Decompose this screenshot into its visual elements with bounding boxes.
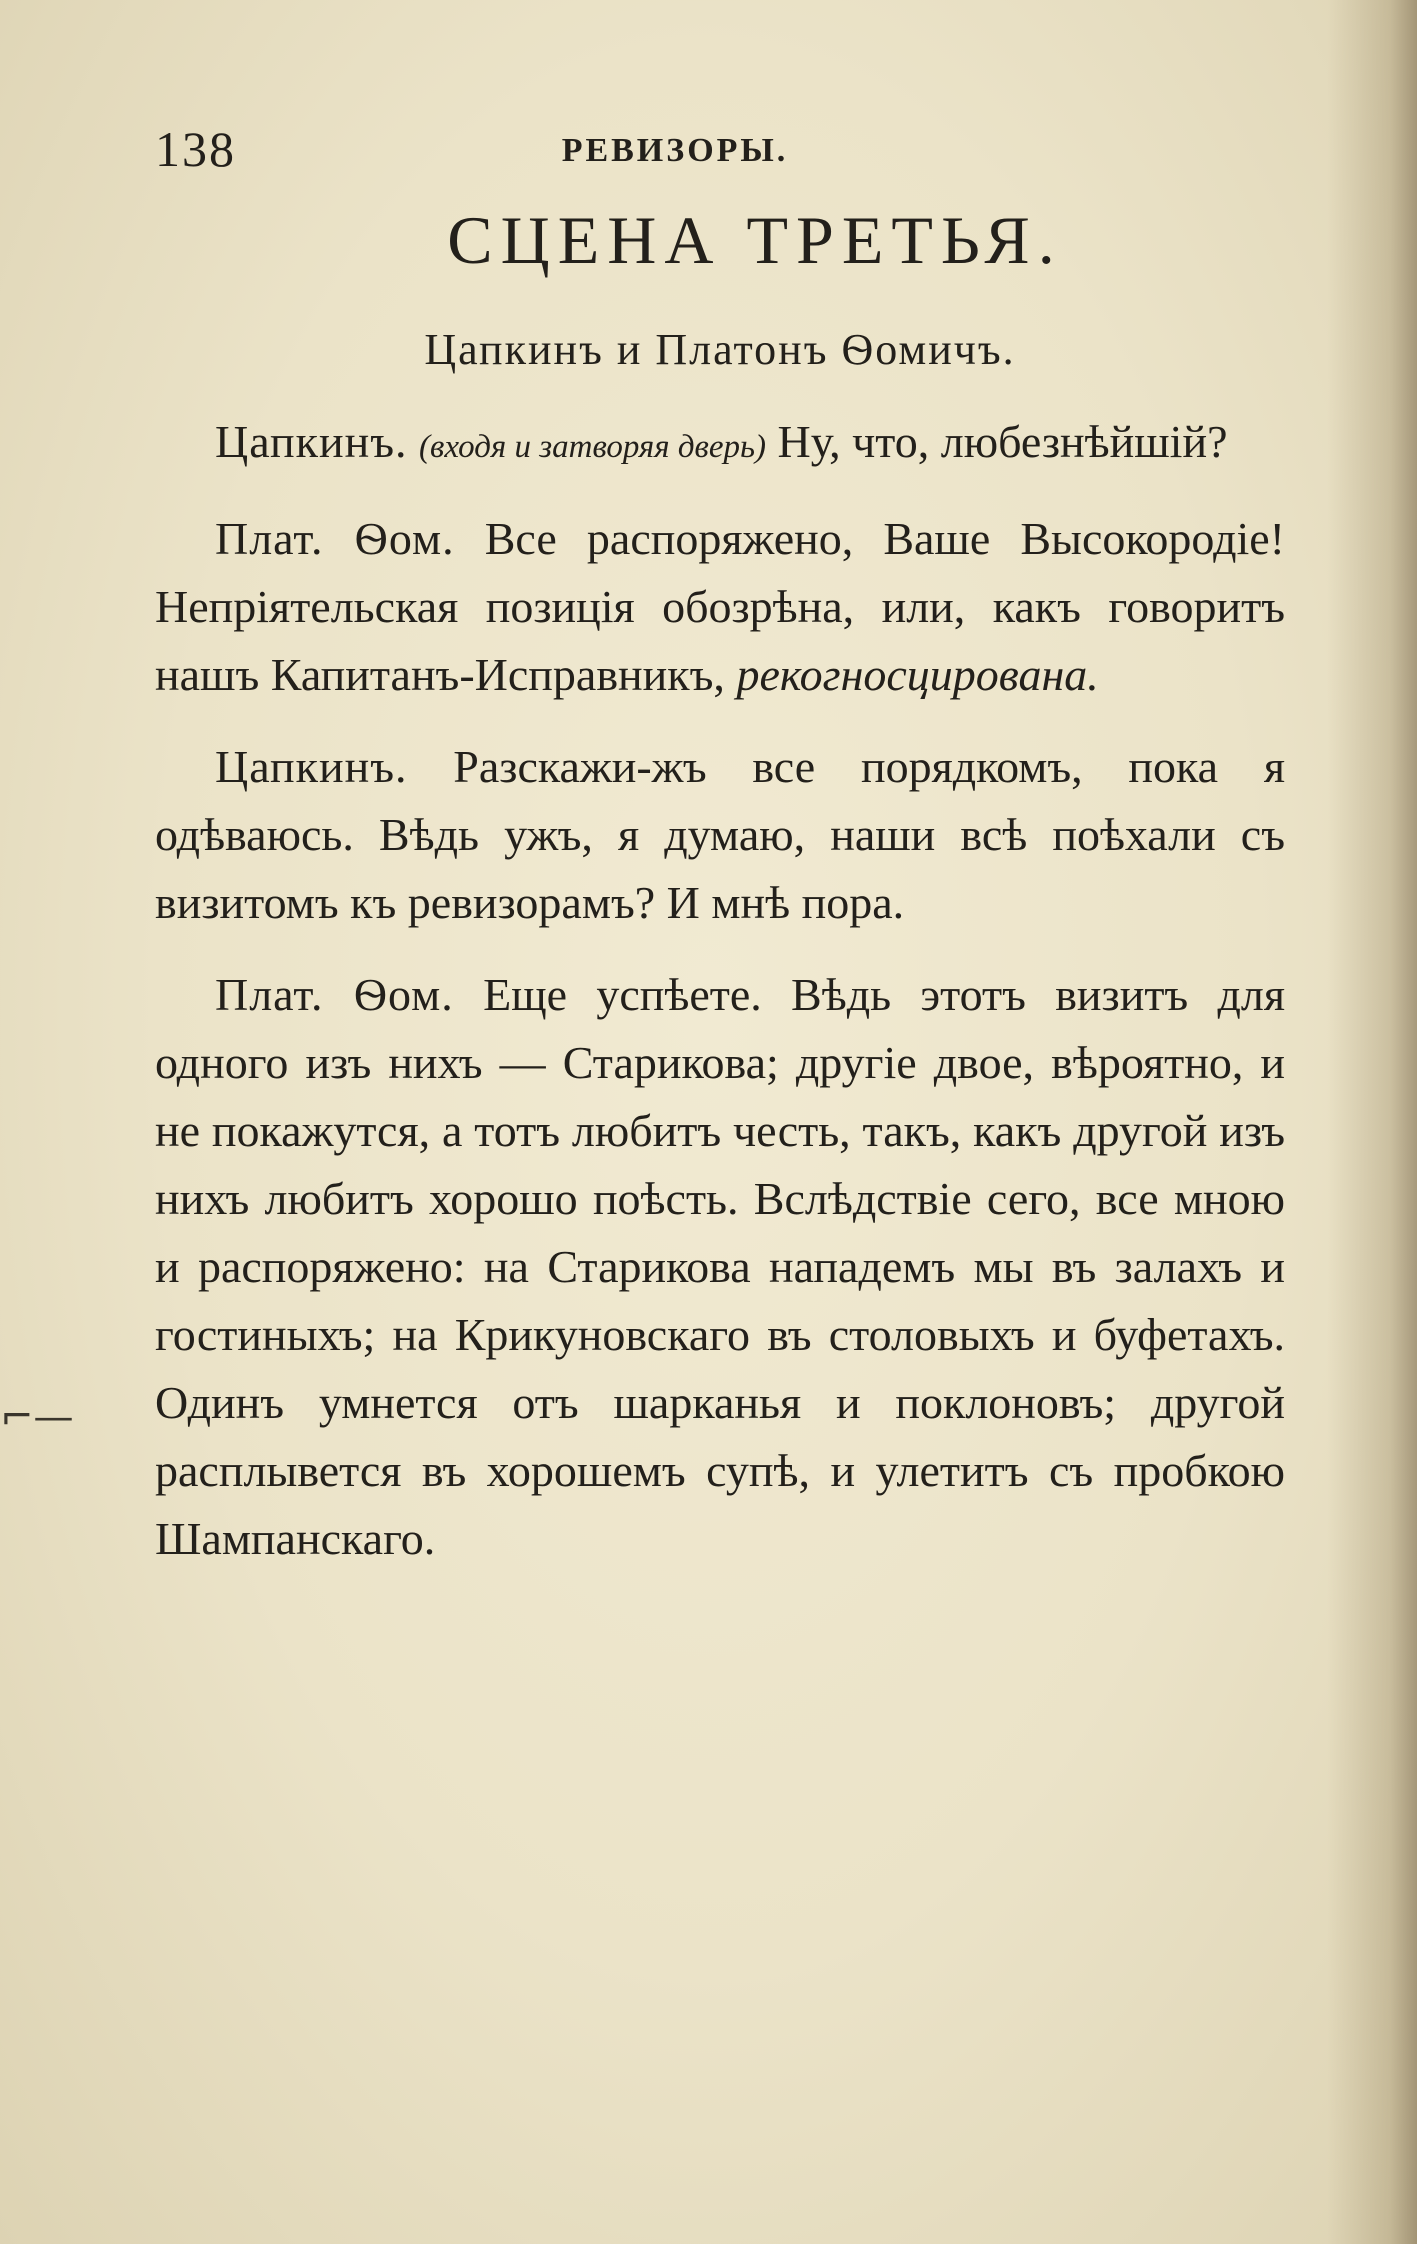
margin-mark: ⌐— [0,1394,74,1440]
dialogue-paragraph [155,733,1285,937]
dialogue-paragraph [155,408,1285,481]
dialogue-text: Еще успѣете. Вѣдь этотъ визитъ для одного изъ нихъ — Старикова; другіе двое, вѣроятно, и не покажутся, а тотъ любитъ честь, такъ, какъ другой изъ нихъ любитъ хорошо поѣсть. Вслѣдствіе сего, все мною и распоряжено: на Старикова нападемъ мы въ залахъ и гостиныхъ; на Крикуновскаго въ столовыхъ и буфетахъ. Одинъ умнется отъ шарканья и поклоновъ; другой расплывется въ хорошемъ супѣ, и улетитъ съ пробкою Шампанскаго. [155,969,1286,1564]
emphasized-word: рекогносцирована. [736,649,1099,700]
scene-title: СЦЕНА ТРЕТЬЯ. [447,202,1063,278]
dialogue-paragraph [155,505,1285,709]
speaker-name: Плат. Ѳом. [215,969,454,1020]
stage-direction: (входя и затворяя дверь) [419,429,767,465]
speaker-name: Цапкинъ. [215,741,408,792]
dialogue-paragraph [155,961,1285,1573]
dialogue-text: Разскажи-жъ все порядкомъ, пока я одѣваюсь. Вѣдь ужъ, я думаю, наши всѣ поѣхали съ визитомъ къ ревизорамъ? И мнѣ пора. [155,741,1285,928]
text-block [155,120,1285,1597]
scene-characters: Цапкинъ и Платонъ Ѳомичъ. [424,325,1016,374]
page-edge-shadow [1327,0,1417,2244]
dialogue-text: Ну, что, любезнѣйшій? [777,416,1228,467]
speaker-name: Цапкинъ. [215,416,408,467]
page-number: 138 [155,121,236,177]
running-title: РЕВИЗОРЫ. [561,132,789,169]
speaker-name: Плат. Ѳом. [215,513,455,564]
dialogue-text: Все распоряжено, Ваше Высокородіе! Непріятельская позиція обозрѣна, или, какъ говоритъ нашъ Капитанъ-Исправникъ, [155,513,1285,700]
running-head [155,120,1285,180]
